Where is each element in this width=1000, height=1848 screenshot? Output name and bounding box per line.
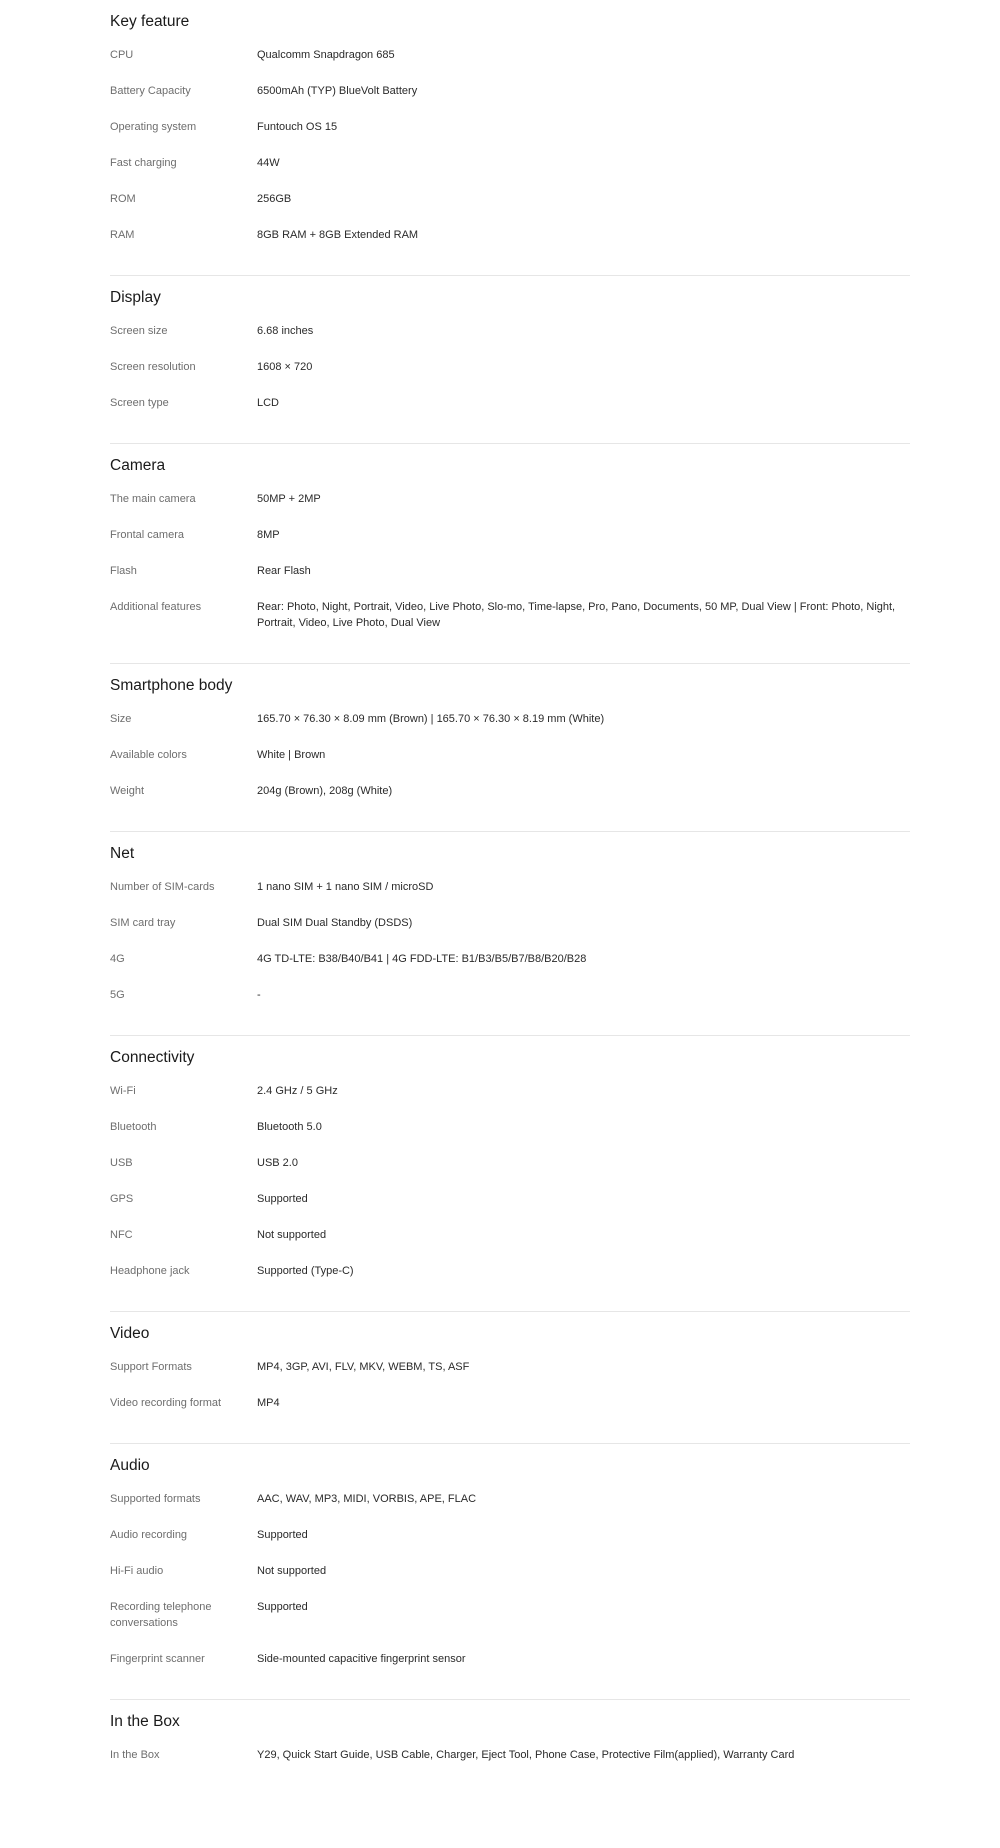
spec-row-battery — [110, 83, 910, 119]
spec-value: 8GB RAM + 8GB Extended RAM — [257, 229, 419, 241]
section-in-the-box — [110, 1700, 910, 1795]
section-title: Video — [110, 1325, 150, 1342]
section-title: Display — [110, 289, 161, 306]
section-video — [110, 1312, 910, 1444]
spec-value: Supported — [257, 1529, 308, 1541]
spec-value: Rear: Photo, Night, Portrait, Video, Live Photo, Slo-mo, Time-lapse, Pro, Pano, Documents, 50 MP, Dual View | Front: Photo, Night, Portrait, Video, Live Photo, Dual View — [257, 601, 896, 629]
spec-label: Battery Capacity — [110, 85, 191, 97]
spec-label: RAM — [110, 229, 135, 241]
spec-row-fingerprint — [110, 1651, 910, 1687]
spec-value: - — [257, 989, 261, 1001]
spec-value: 50MP + 2MP — [257, 493, 321, 505]
spec-value: Rear Flash — [257, 565, 311, 577]
spec-label: Available colors — [110, 749, 187, 761]
spec-label: Wi-Fi — [110, 1085, 136, 1097]
spec-label: 4G — [110, 953, 125, 965]
spec-row-hifi-audio — [110, 1563, 910, 1599]
spec-value: Supported — [257, 1601, 308, 1613]
spec-label: Screen type — [110, 397, 169, 409]
spec-row-additional-features — [110, 599, 910, 651]
spec-label: Headphone jack — [110, 1265, 190, 1277]
section-title: In the Box — [110, 1713, 180, 1730]
section-title: Audio — [110, 1457, 150, 1474]
spec-row-bluetooth — [110, 1119, 910, 1155]
spec-value: 204g (Brown), 208g (White) — [257, 785, 393, 797]
spec-value: 4G TD-LTE: B38/B40/B41 | 4G FDD-LTE: B1/B3/B5/B7/B8/B20/B28 — [257, 953, 587, 965]
spec-label: Bluetooth — [110, 1121, 157, 1133]
section-display — [110, 276, 910, 444]
spec-row-size — [110, 711, 910, 747]
spec-row-main-camera — [110, 491, 910, 527]
spec-value: AAC, WAV, MP3, MIDI, VORBIS, APE, FLAC — [257, 1493, 477, 1505]
spec-row-fast-charging — [110, 155, 910, 191]
spec-row-headphone-jack — [110, 1263, 910, 1299]
section-audio — [110, 1444, 910, 1700]
spec-value: Bluetooth 5.0 — [257, 1121, 322, 1133]
spec-row-weight — [110, 783, 910, 819]
spec-label: Recording telephone conversations — [110, 1601, 212, 1629]
spec-value: MP4, 3GP, AVI, FLV, MKV, WEBM, TS, ASF — [257, 1361, 470, 1373]
spec-row-available-colors — [110, 747, 910, 783]
spec-value: LCD — [257, 397, 280, 409]
spec-label: Additional features — [110, 601, 202, 613]
spec-row-sim-tray — [110, 915, 910, 951]
spec-label: Video recording format — [110, 1397, 222, 1409]
spec-value: 256GB — [257, 193, 292, 205]
section-title: Net — [110, 845, 135, 862]
spec-value: Not supported — [257, 1229, 327, 1241]
section-net — [110, 832, 910, 1036]
spec-row-5g — [110, 987, 910, 1023]
spec-row-video-recording-format — [110, 1395, 910, 1431]
spec-row-rom — [110, 191, 910, 227]
spec-value: Dual SIM Dual Standby (DSDS) — [257, 917, 413, 929]
spec-value: MP4 — [257, 1397, 280, 1409]
spec-value: 6.68 inches — [257, 325, 314, 337]
spec-value: Not supported — [257, 1565, 327, 1577]
spec-row-ram — [110, 227, 910, 263]
spec-value: 1608 × 720 — [257, 361, 313, 373]
spec-row-audio-recording — [110, 1527, 910, 1563]
spec-value: 2.4 GHz / 5 GHz — [257, 1085, 338, 1097]
spec-row-call-recording — [110, 1599, 910, 1651]
spec-label: In the Box — [110, 1749, 160, 1761]
spec-label: Fingerprint scanner — [110, 1653, 205, 1665]
spec-label: CPU — [110, 49, 134, 61]
spec-row-audio-formats — [110, 1491, 910, 1527]
spec-label: ROM — [110, 193, 136, 205]
spec-label: Flash — [110, 565, 137, 577]
spec-row-nfc — [110, 1227, 910, 1263]
spec-label: Hi-Fi audio — [110, 1565, 164, 1577]
spec-label: The main camera — [110, 493, 196, 505]
spec-label: Size — [110, 713, 132, 725]
spec-value: 44W — [257, 157, 280, 169]
spec-label: Weight — [110, 785, 145, 797]
section-title: Connectivity — [110, 1049, 195, 1066]
spec-label: 5G — [110, 989, 125, 1001]
spec-label: Fast charging — [110, 157, 177, 169]
spec-row-os — [110, 119, 910, 155]
spec-label: Support Formats — [110, 1361, 192, 1373]
spec-label: Screen resolution — [110, 361, 196, 373]
section-title: Camera — [110, 457, 166, 474]
spec-row-flash — [110, 563, 910, 599]
spec-value: 6500mAh (TYP) BlueVolt Battery — [257, 85, 418, 97]
spec-row-screen-resolution — [110, 359, 910, 395]
spec-value: 165.70 × 76.30 × 8.09 mm (Brown) | 165.70 × 76.30 × 8.19 mm (White) — [257, 713, 605, 725]
spec-row-cpu — [110, 47, 910, 83]
spec-row-wifi — [110, 1083, 910, 1119]
spec-row-frontal-camera — [110, 527, 910, 563]
spec-value: Y29, Quick Start Guide, USB Cable, Charger, Eject Tool, Phone Case, Protective Film(applied), Warranty Card — [257, 1749, 795, 1761]
spec-value: Side-mounted capacitive fingerprint sensor — [257, 1653, 466, 1665]
spec-row-in-the-box — [110, 1747, 910, 1783]
spec-row-screen-type — [110, 395, 910, 431]
spec-value: Funtouch OS 15 — [257, 121, 338, 133]
spec-row-screen-size — [110, 323, 910, 359]
spec-value: Supported (Type-C) — [257, 1265, 354, 1277]
spec-row-sim-count — [110, 879, 910, 915]
spec-label: GPS — [110, 1193, 134, 1205]
spec-label: Frontal camera — [110, 529, 184, 541]
spec-label: SIM card tray — [110, 917, 176, 929]
spec-row-usb — [110, 1155, 910, 1191]
spec-label: NFC — [110, 1229, 133, 1241]
spec-value: Qualcomm Snapdragon 685 — [257, 49, 395, 61]
spec-value: USB 2.0 — [257, 1157, 298, 1169]
spec-label: Number of SIM-cards — [110, 881, 215, 893]
spec-sheet — [110, 0, 910, 1795]
spec-label: Operating system — [110, 121, 197, 133]
spec-row-video-formats — [110, 1359, 910, 1395]
spec-label: Audio recording — [110, 1529, 188, 1541]
spec-row-gps — [110, 1191, 910, 1227]
spec-value: White | Brown — [257, 749, 326, 761]
section-title: Smartphone body — [110, 677, 233, 694]
section-camera — [110, 444, 910, 664]
spec-value: 1 nano SIM + 1 nano SIM / microSD — [257, 881, 434, 893]
spec-value: 8MP — [257, 529, 280, 541]
spec-label: Screen size — [110, 325, 168, 337]
spec-value: Supported — [257, 1193, 308, 1205]
section-connectivity — [110, 1036, 910, 1312]
spec-row-4g — [110, 951, 910, 987]
spec-label: USB — [110, 1157, 133, 1169]
section-smartphone-body — [110, 664, 910, 832]
section-key-feature — [110, 0, 910, 276]
section-title: Key feature — [110, 13, 190, 30]
spec-label: Supported formats — [110, 1493, 201, 1505]
